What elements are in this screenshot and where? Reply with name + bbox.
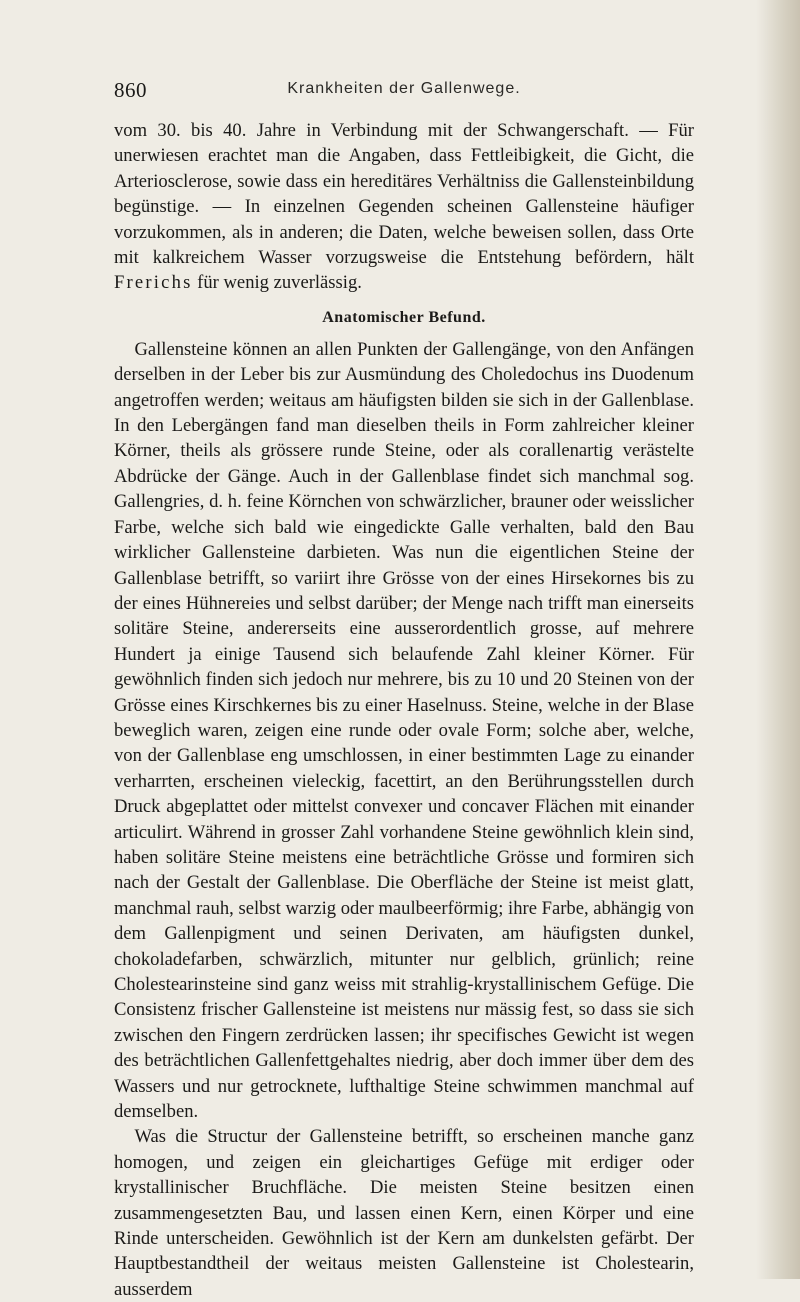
paragraph: Gallensteine können an allen Punkten der Gallengänge, von den Anfängen derselben in der Leber bis zur Ausmündung des Choledochus ins Duodenum angetroffen werden; weitaus am häufigsten bilden sie sich in der Gallenblase. In den Lebergängen fand man dieselben theils in Form zahlreicher kleiner Körner, theils als grössere runde Steine, oder als corallenartig verästelte Abdrücke der Gänge. Auch in der Gallenblase findet sich manchmal sog. Gallengries, d. h. feine Körnchen von schwärzlicher, brauner oder weisslicher Farbe, welche sich bald wie eingedickte Galle verhalten, bald den Bau wirklicher Gallensteine darbieten. Was nun die eigentlichen Steine der Gallenblase betrifft, so variirt ihre Grösse von der eines Hirsekornes bis zu der eines Hühnereies und selbst darüber; der Menge nach trifft man einerseits solitäre Steine, andererseits eine ausserordentlich grosse, auf mehrere Hundert ja einige Tausend sich belaufende Zahl kleiner Körner. Für gewöhnlich finden sich jedoch nur mehrere, bis zu 10 und 20 Steinen von der Grösse eines Kirschkernes bis zu einer Haselnuss. Steine, welche in der Blase beweglich waren, zeigen eine runde oder ovale Form; solche aber, welche, von der Gallenblase eng umschlossen, in einer bestimmten Lage zu einander verharrten, erscheinen vieleckig, facettirt, an den Berührungsstellen durch Druck abgeplattet oder mittelst convexer und concaver Flächen mit einander articulirt. Während in grosser Zahl vorhandene Steine gewöhnlich klein sind, haben solitäre Steine meistens eine beträchtliche Grösse und formiren sich nach der Gestalt der Gallenblase. Die Oberfläche der Steine ist meist glatt, manchmal rauh, selbst warzig oder maulbeerförmig; ihre Farbe, abhängig von dem Gallenpigment und seinen Derivaten, am häufigsten dunkel, chokoladefarben, schwärzlich, mitunter nur gelblich, grünlich; reine Cholestearinsteine sind ganz weiss mit strahlig-krystallinischem Gefüge. Die Consistenz frischer Gallensteine ist meistens nur mässig fest, so dass sie sich zwischen den Fingern zerdrücken lassen; ihr specifisches Gewicht ist wegen des beträchtlichen Gallenfettgehaltes niedrig, aber doch immer über dem des Wassers und nur getrocknete, lufthaltige Steine schwimmen manchmal auf demselben. — [114, 338, 694, 1123]
page-header — [114, 78, 694, 102]
paragraph-continuation — [114, 118, 694, 296]
page-number: 860 — [114, 78, 147, 102]
paragraph: Was die Structur der Gallensteine betrifft, so erscheinen manche ganz homogen, und zeigen ein gleichartiges Gefüge mit erdiger oder krystallinischer Bruchfläche. Die meisten Steine besitzen einen zusammengesetzten Bau, und lassen einen Kern, einen Körper und eine Rinde unterscheiden. Gewöhnlich ist der Kern am dunkelsten gefärbt. Der Hauptbestandtheil der weitaus meisten Gallensteine ist Cholestearin, ausserdem — [114, 1126, 694, 1300]
paragraph-text-end: für wenig zuverlässig. — [192, 272, 362, 294]
paragraph-text: vom 30. bis 40. Jahre in Verbindung mit der Schwangerschaft. — Für unerwiesen erachtet man die Angaben, dass Fettleibigkeit, die Gicht, die Arteriosclerose, sowie dass ein hereditäres Verhältniss die Gallensteinbildung begünstige. — In einzelnen Gegenden scheinen Gallensteine häufiger vorzukommen, als in anderen; die Daten, welche beweisen sollen, dass Orte mit kalkreichem Wasser vorzugsweise die Entstehung befördern, hält — [114, 120, 694, 269]
running-head: Krankheiten der Gallenwege. — [287, 80, 521, 97]
author-name: Frerichs — [114, 272, 193, 294]
body-text — [114, 118, 694, 1302]
page-edge-shadow — [756, 0, 800, 1279]
section-heading: Anatomischer Befund. — [322, 308, 486, 326]
